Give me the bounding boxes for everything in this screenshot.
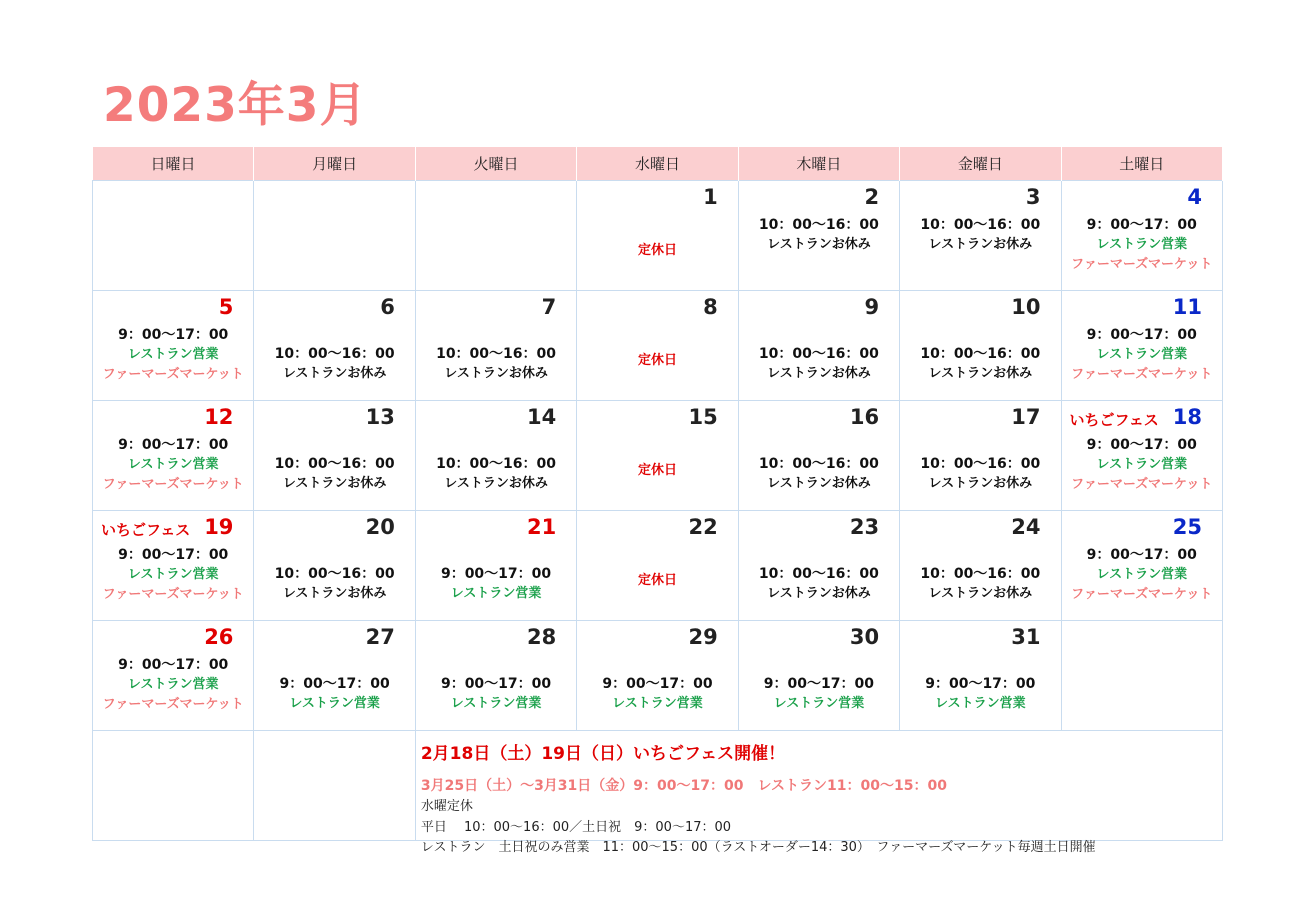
weekday-header-row: [93, 147, 1223, 181]
day-cell: [254, 511, 415, 621]
day-number: 4: [1187, 185, 1202, 209]
day-number: 27: [365, 625, 395, 649]
restaurant-open-label: レストラン営業: [935, 696, 1026, 711]
weekday-tuesday: 火曜日: [415, 147, 576, 181]
day-cell: [577, 401, 738, 511]
hours-text: 9：00～17：00: [602, 676, 713, 692]
day-number: 20: [365, 515, 395, 539]
hours-text: 10：00～16：00: [274, 346, 395, 362]
empty-notes-cell: [93, 731, 254, 841]
notes-special-hours: 3月25日（土）～3月31日（金）9：00～17：00 レストラン11：00～15：00: [420, 778, 947, 794]
restaurant-closed-label: レストランお休み: [282, 476, 387, 491]
day-cell: [93, 511, 254, 621]
day-cell: [900, 401, 1061, 511]
hours-text: 10：00～16：00: [920, 346, 1041, 362]
day-number: 12: [204, 405, 234, 429]
week-row: [93, 291, 1223, 401]
day-number: 6: [380, 295, 395, 319]
day-cell: [577, 621, 738, 731]
hours-text: 10：00～16：00: [274, 456, 395, 472]
restaurant-open-label: レストラン営業: [1096, 347, 1188, 362]
hours-text: 10：00～16：00: [436, 456, 557, 472]
hours-text: 9：00～17：00: [1086, 437, 1197, 453]
hours-text: 10：00～16：00: [274, 566, 395, 582]
hours-text: 10：00～16：00: [758, 566, 879, 582]
day-cell: [93, 291, 254, 401]
hours-text: 10：00～16：00: [758, 346, 879, 362]
weekday-wednesday: 水曜日: [577, 147, 738, 181]
hours-text: 9：00～17：00: [1086, 217, 1197, 233]
regular-holiday-label: 定休日: [637, 243, 677, 258]
farmers-market-label: ファーマーズマーケット: [1071, 587, 1213, 602]
weekday-sunday: 日曜日: [93, 147, 254, 181]
day-cell: [900, 291, 1061, 401]
hours-text: 9：00～17：00: [118, 437, 229, 453]
day-number: 9: [864, 295, 880, 319]
week-row: [93, 401, 1223, 511]
day-cell: [577, 291, 738, 401]
day-cell: [1061, 511, 1222, 621]
day-cell: [738, 181, 899, 291]
hours-text: 9：00～17：00: [925, 676, 1036, 692]
day-number: 25: [1172, 515, 1202, 539]
day-number: 19: [204, 515, 234, 539]
notes-restaurant-info: レストラン 土日祝のみ営業 11：00～15：00（ラストオーダー14：30） ファーマーズマーケット毎週土日開催: [420, 840, 1096, 855]
day-cell: [738, 291, 899, 401]
day-cell: [738, 511, 899, 621]
day-cell: [738, 621, 899, 731]
day-cell: [1061, 401, 1222, 511]
restaurant-open-label: レストラン営業: [1096, 237, 1188, 252]
day-number: 23: [849, 515, 880, 539]
day-number: 7: [541, 295, 557, 319]
notes-cell: [415, 731, 1222, 855]
hours-text: 10：00～16：00: [920, 217, 1041, 233]
regular-holiday-label: 定休日: [637, 353, 677, 368]
strawberry-fest-label: いちごフェス: [1069, 411, 1159, 429]
day-number: 18: [1172, 405, 1202, 429]
day-cell: [415, 511, 576, 621]
hours-text: 9：00～17：00: [118, 327, 229, 343]
hours-text: 9：00～17：00: [1086, 327, 1197, 343]
restaurant-open-label: レストラン営業: [289, 696, 380, 711]
farmers-market-label: ファーマーズマーケット: [102, 587, 244, 602]
farmers-market-label: ファーマーズマーケット: [1071, 367, 1213, 382]
day-cell: [93, 401, 254, 511]
hours-text: 10：00～16：00: [758, 217, 879, 233]
calendar-grid: [92, 147, 1223, 855]
day-number: 3: [1025, 185, 1041, 209]
restaurant-open-label: レストラン営業: [1096, 457, 1188, 472]
restaurant-open-label: レストラン営業: [127, 347, 219, 362]
day-number: 5: [218, 295, 234, 319]
restaurant-open-label: レストラン営業: [127, 567, 219, 582]
restaurant-closed-label: レストランお休み: [928, 476, 1033, 491]
day-cell: [577, 181, 738, 291]
farmers-market-label: ファーマーズマーケット: [1071, 477, 1213, 492]
regular-holiday-label: 定休日: [637, 463, 677, 478]
regular-holiday-label: 定休日: [637, 573, 677, 588]
empty-day-cell: [415, 181, 576, 291]
farmers-market-label: ファーマーズマーケット: [102, 367, 244, 382]
restaurant-closed-label: レストランお休み: [444, 476, 548, 491]
restaurant-closed-label: レストランお休み: [928, 586, 1033, 601]
day-number: 2: [864, 185, 880, 209]
day-number: 28: [527, 625, 557, 649]
day-number: 26: [204, 625, 234, 649]
day-number: 22: [688, 515, 718, 539]
farmers-market-label: ファーマーズマーケット: [1071, 257, 1213, 272]
hours-text: 9：00～17：00: [1086, 547, 1197, 563]
day-cell: [1061, 291, 1222, 401]
day-number: 29: [688, 625, 718, 649]
day-number: 24: [1011, 515, 1041, 539]
strawberry-fest-label: いちごフェス: [101, 521, 191, 539]
weekday-friday: 金曜日: [900, 147, 1061, 181]
weekday-monday: 月曜日: [254, 147, 415, 181]
day-number: 1: [703, 185, 718, 209]
week-row: [93, 621, 1223, 731]
hours-text: 10：00～16：00: [920, 456, 1041, 472]
day-cell: [254, 621, 415, 731]
weekday-saturday: 土曜日: [1061, 147, 1222, 181]
day-cell: [254, 291, 415, 401]
day-number: 31: [1011, 625, 1041, 649]
restaurant-closed-label: レストランお休み: [767, 476, 871, 491]
day-cell: [900, 621, 1061, 731]
hours-text: 9：00～17：00: [118, 547, 229, 563]
restaurant-open-label: レストラン営業: [773, 696, 865, 711]
empty-notes-cell: [254, 731, 415, 841]
day-number: 15: [688, 405, 718, 429]
day-number: 30: [849, 625, 880, 649]
hours-text: 9：00～17：00: [118, 657, 229, 673]
notes-regular-hours: 平日 10：00～16：00／土日祝 9：00～17：00: [420, 820, 732, 835]
day-number: 8: [703, 295, 718, 319]
farmers-market-label: ファーマーズマーケット: [102, 477, 244, 492]
weekday-thursday: 木曜日: [738, 147, 899, 181]
empty-day-cell: [93, 181, 254, 291]
page-title: 2023年3月: [103, 78, 368, 133]
notes-headline: 2月18日（土）19日（日）いちごフェス開催！: [420, 744, 786, 764]
day-cell: [254, 401, 415, 511]
restaurant-closed-label: レストランお休み: [282, 586, 387, 601]
hours-text: 9：00～17：00: [440, 566, 552, 582]
week-row: [93, 181, 1223, 291]
empty-day-cell: [254, 181, 415, 291]
hours-text: 10：00～16：00: [436, 346, 557, 362]
day-number: 16: [849, 405, 880, 429]
day-number: 17: [1011, 405, 1041, 429]
hours-text: 9：00～17：00: [440, 676, 552, 692]
restaurant-open-label: レストラン営業: [127, 677, 219, 692]
hours-text: 10：00～16：00: [758, 456, 879, 472]
day-number: 21: [527, 515, 557, 539]
restaurant-open-label: レストラン営業: [1096, 567, 1188, 582]
empty-day-cell: [1061, 621, 1222, 731]
day-cell: [93, 621, 254, 731]
day-cell: [415, 291, 576, 401]
restaurant-closed-label: レストランお休み: [928, 237, 1033, 252]
notes-row: [93, 731, 1223, 841]
restaurant-closed-label: レストランお休み: [767, 237, 871, 252]
day-cell: [738, 401, 899, 511]
restaurant-open-label: レストラン営業: [612, 696, 703, 711]
day-number: 14: [527, 405, 557, 429]
hours-text: 9：00～17：00: [279, 676, 390, 692]
restaurant-closed-label: レストランお休み: [444, 366, 548, 381]
day-cell: [900, 511, 1061, 621]
hours-text: 9：00～17：00: [763, 676, 874, 692]
day-cell: [900, 181, 1061, 291]
farmers-market-label: ファーマーズマーケット: [102, 697, 244, 712]
day-cell: [1061, 181, 1222, 291]
restaurant-closed-label: レストランお休み: [767, 586, 871, 601]
week-row: [93, 511, 1223, 621]
day-number: 13: [365, 405, 395, 429]
notes-closed-day: 水曜定休: [420, 799, 473, 814]
day-cell: [415, 621, 576, 731]
restaurant-open-label: レストラン営業: [127, 457, 219, 472]
day-number: 11: [1172, 295, 1202, 319]
restaurant-open-label: レストラン営業: [450, 586, 542, 601]
restaurant-closed-label: レストランお休み: [928, 366, 1033, 381]
day-cell: [577, 511, 738, 621]
restaurant-open-label: レストラン営業: [450, 696, 542, 711]
restaurant-closed-label: レストランお休み: [767, 366, 871, 381]
hours-text: 10：00～16：00: [920, 566, 1041, 582]
day-cell: [415, 401, 576, 511]
day-number: 10: [1011, 295, 1041, 319]
restaurant-closed-label: レストランお休み: [282, 366, 387, 381]
